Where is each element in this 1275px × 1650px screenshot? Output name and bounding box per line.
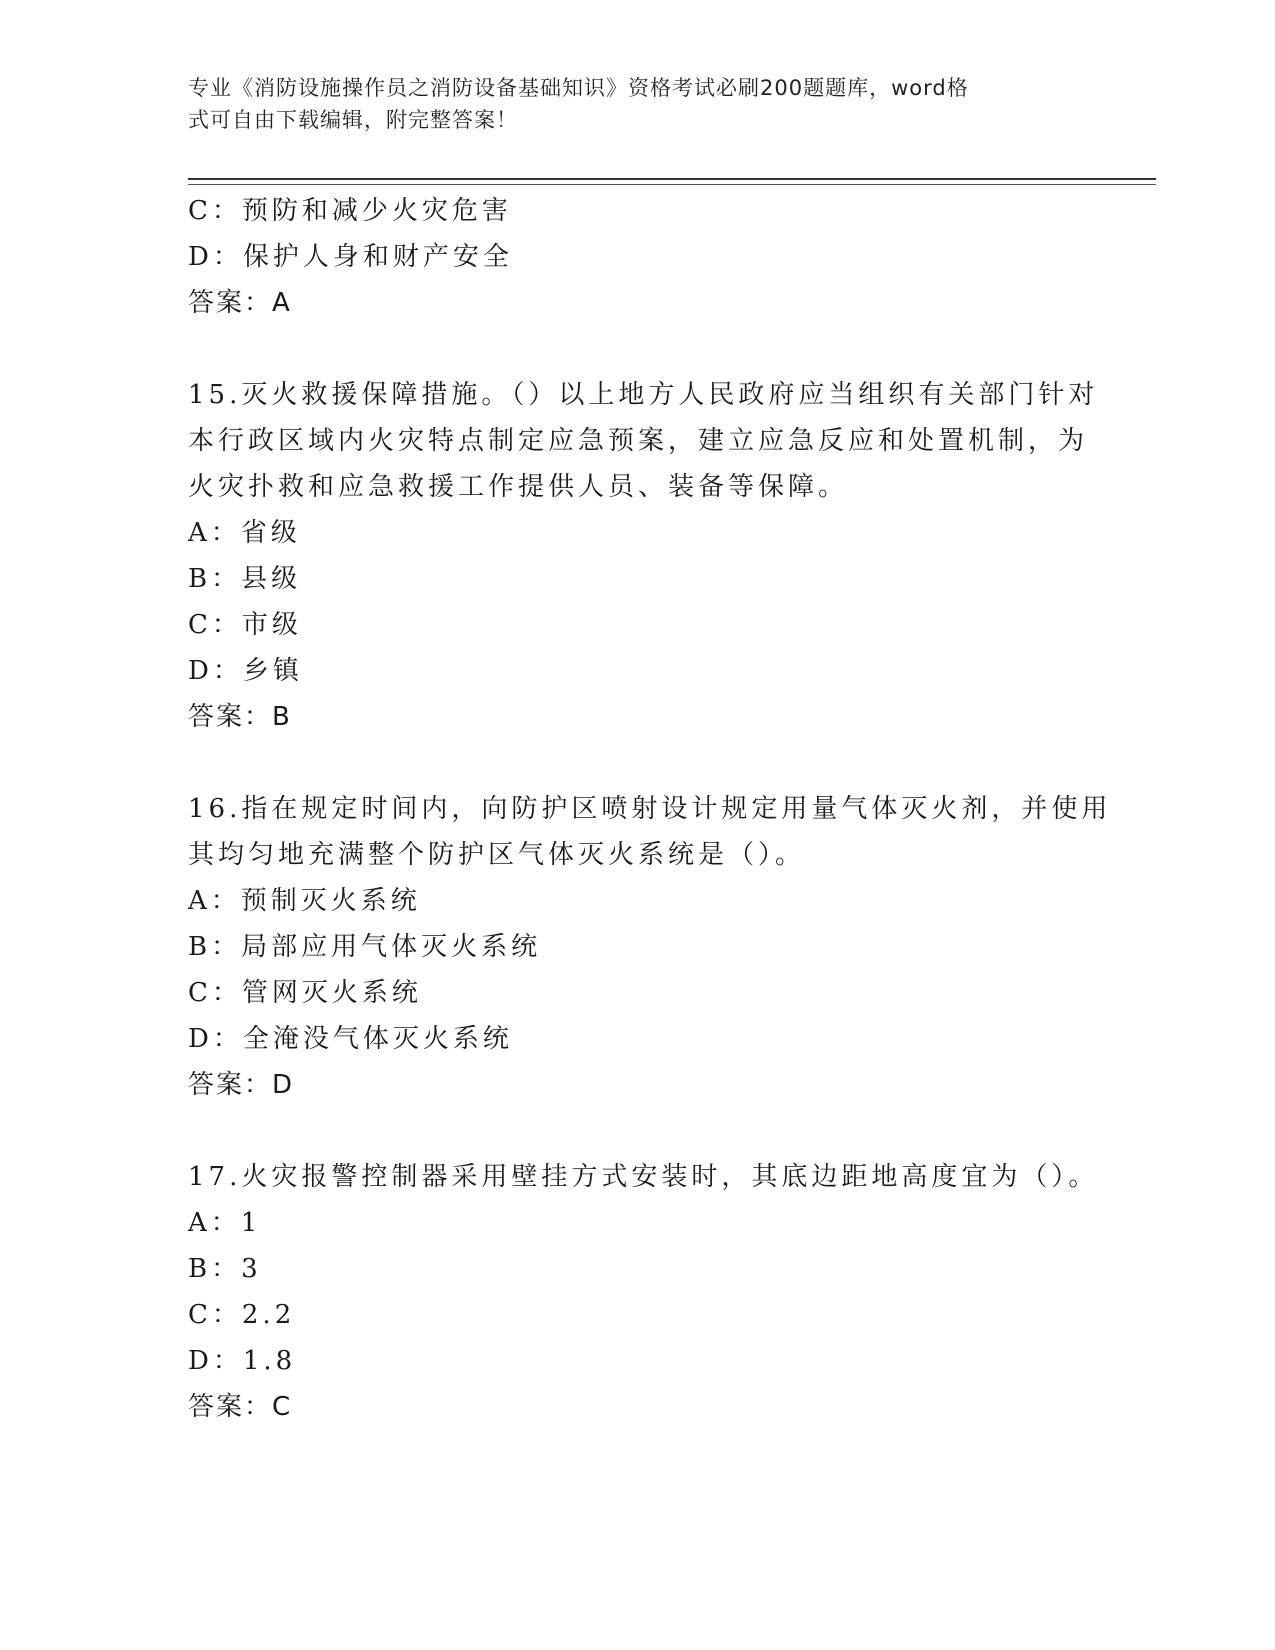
question-14-tail	[188, 188, 1088, 326]
question-stem-line: 火灾扑救和应急救援工作提供人员、装备等保障。	[188, 472, 849, 502]
document-header	[188, 72, 1088, 136]
option-b: B：县级	[188, 564, 302, 594]
spacer	[188, 740, 1088, 786]
question-stem-line: 16.指在规定时间内，向防护区喷射设计规定用量气体灭火剂，并使用	[188, 794, 1112, 824]
option-d: D：全淹没气体灭火系统	[188, 1024, 513, 1054]
option-d: D：保护人身和财产安全	[188, 242, 513, 272]
option-c: C：预防和减少火灾危害	[188, 196, 512, 226]
question-15	[188, 372, 1099, 740]
question-stem-line: 17.火灾报警控制器采用壁挂方式安装时，其底边距地高度宜为（）。	[188, 1162, 1099, 1192]
option-a: A：1	[188, 1208, 262, 1238]
question-17	[188, 1154, 1099, 1430]
question-stem-line: 本行政区域内火灾特点制定应急预案，建立应急反应和处置机制，为	[188, 426, 1089, 456]
spacer	[188, 326, 1088, 372]
question-stem-line: 15.灭火救援保障措施。（）以上地方人民政府应当组织有关部门针对	[188, 380, 1099, 410]
option-c: C：2.2	[188, 1300, 296, 1330]
header-rule-thick	[188, 178, 1156, 180]
spacer	[188, 1108, 1088, 1154]
header-line-1: 专业《消防设施操作员之消防设备基础知识》资格考试必刷200题题库，word格	[188, 76, 969, 100]
option-a: A：省级	[188, 518, 301, 548]
option-c: C：市级	[188, 610, 302, 640]
question-stem-line: 其均匀地充满整个防护区气体灭火系统是（）。	[188, 840, 806, 870]
header-line-2: 式可自由下载编辑，附完整答案！	[188, 108, 518, 132]
question-list	[188, 188, 1112, 1430]
answer-line: 答案：A	[188, 288, 292, 318]
answer-line: 答案：C	[188, 1392, 293, 1422]
option-d: D：1.8	[188, 1346, 297, 1376]
option-b: B：3	[188, 1254, 262, 1284]
option-a: A：预制灭火系统	[188, 886, 421, 916]
option-b: B：局部应用气体灭火系统	[188, 932, 542, 962]
answer-line: 答案：D	[188, 1070, 295, 1100]
option-c: C：管网灭火系统	[188, 978, 422, 1008]
answer-line: 答案：B	[188, 702, 292, 732]
option-d: D：乡镇	[188, 656, 303, 686]
question-16	[188, 786, 1112, 1108]
header-rule-thin	[188, 184, 1156, 185]
